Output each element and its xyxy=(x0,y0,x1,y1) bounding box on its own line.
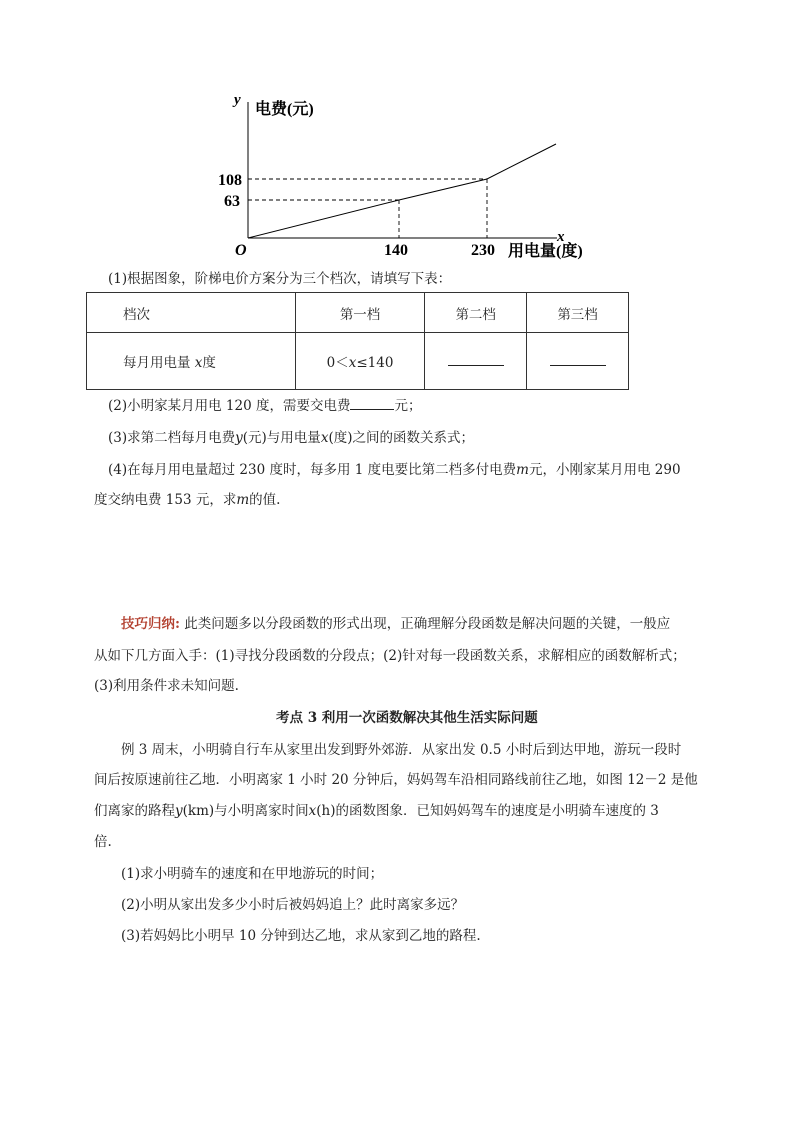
tip-line3: (3)利用条件求未知问题. xyxy=(94,678,239,694)
table-header-cell: 第一档 xyxy=(295,293,424,333)
q4-line2 xyxy=(94,490,280,510)
q2-blank[interactable] xyxy=(350,397,394,410)
table-row xyxy=(87,333,629,390)
q3-b: (元)与用电量 xyxy=(242,430,321,446)
q4-a: (4)在每月用电量超过 230 度时，每多用 1 度电要比第二档多付电费 xyxy=(108,462,517,478)
origin-label: O xyxy=(235,242,247,259)
ex-3y: y xyxy=(175,803,183,819)
tier1-range-cell xyxy=(295,333,424,390)
row-label-cell xyxy=(87,333,296,390)
example-line4: 倍. xyxy=(94,834,112,850)
table-header-cell: 档次 xyxy=(87,293,296,333)
example-q2: (2)小明从家出发多少小时后被妈妈追上？此时离家多远？ xyxy=(121,897,465,913)
y-tick-108: 108 xyxy=(218,172,242,189)
q4-d: 的值. xyxy=(249,492,281,508)
tier3-blank-cell[interactable] xyxy=(527,333,629,390)
q4-c: 度交纳电费 153 元，求 xyxy=(94,492,237,508)
q2-suffix: 元； xyxy=(394,398,422,414)
row-label-var: x xyxy=(194,355,203,371)
table-header-cell: 第二档 xyxy=(425,293,527,333)
y-axis-label: 电费(元) xyxy=(255,101,314,118)
q1-intro: (1)根据图象，阶梯电价方案分为三个档次，请填写下表： xyxy=(108,271,452,287)
q3-x: x xyxy=(320,430,329,446)
table-header-cell: 第三档 xyxy=(527,293,629,333)
x-tick-230: 230 xyxy=(471,242,495,259)
q4-b: 元，小刚家某月用电 290 xyxy=(528,462,681,478)
row-label-prefix: 每月用电量 xyxy=(123,355,191,371)
tip-line1 xyxy=(121,614,670,634)
ex-3b: (km)与小明离家时间 xyxy=(182,803,309,819)
tier1-left: 0＜ xyxy=(326,355,349,371)
tier-table xyxy=(86,292,629,390)
example-line2: 间后按原速前往乙地．小明离家 1 小时 20 分钟后，妈妈驾车沿相同路线前往乙地，如图 12－2 是他 xyxy=(94,772,698,788)
tier2-blank[interactable] xyxy=(448,353,504,366)
ex-3c: (h)的函数图象．已知妈妈驾车的速度是小明骑车速度的 3 xyxy=(316,803,659,819)
ex-3x: x xyxy=(308,803,317,819)
example-q3: (3)若妈妈比小明早 10 分钟到达乙地，求从家到乙地的路程. xyxy=(121,928,481,944)
q3-a: (3)求第二档每月电费 xyxy=(108,430,236,446)
q2 xyxy=(108,396,421,416)
q4-m: m xyxy=(516,462,529,478)
x-axis-label: 用电量(度) xyxy=(508,243,583,260)
y-tick-63: 63 xyxy=(224,193,240,210)
q3-y: y xyxy=(235,430,243,446)
section-title: 考点 3 利用一次函数解决其他生活实际问题 xyxy=(276,710,538,726)
electricity-fee-graph xyxy=(218,88,625,263)
tip-text-1: 此类问题多以分段函数的形式出现，正确理解分段函数是解决问题的关键，一般应 xyxy=(179,616,671,632)
x-axis-var: x xyxy=(557,229,565,245)
tier1-var: x xyxy=(348,355,357,371)
q2-prefix: (2)小明家某月用电 120 度，需要交电费 xyxy=(108,398,351,414)
example-line3 xyxy=(94,801,659,821)
tip-line2: 从如下几方面入手：(1)寻找分段函数的分段点；(2)针对每一段函数关系，求解相应的函数解析式； xyxy=(94,648,686,664)
ex-3a: 们离家的路程 xyxy=(94,803,175,819)
tier2-blank-cell[interactable] xyxy=(425,333,527,390)
q3 xyxy=(108,428,474,448)
row-label-suffix: 度 xyxy=(202,355,216,371)
x-tick-140: 140 xyxy=(384,242,408,259)
q4-line1 xyxy=(108,460,681,480)
example-line1: 例 3 周末，小明骑自行车从家里出发到野外郊游．从家出发 0.5 小时后到达甲地，游玩一段时 xyxy=(121,742,682,758)
fee-line xyxy=(248,144,556,238)
y-axis-var: y xyxy=(234,92,241,108)
example-q1: (1)求小明骑车的速度和在甲地游玩的时间； xyxy=(121,866,384,882)
q3-c: (度)之间的函数关系式； xyxy=(328,430,474,446)
tier3-blank[interactable] xyxy=(550,353,606,366)
tip-label: 技巧归纳: xyxy=(121,616,180,632)
q4-m2: m xyxy=(236,492,250,508)
tier1-right: ≤140 xyxy=(356,355,394,371)
table-header-row xyxy=(87,293,629,333)
